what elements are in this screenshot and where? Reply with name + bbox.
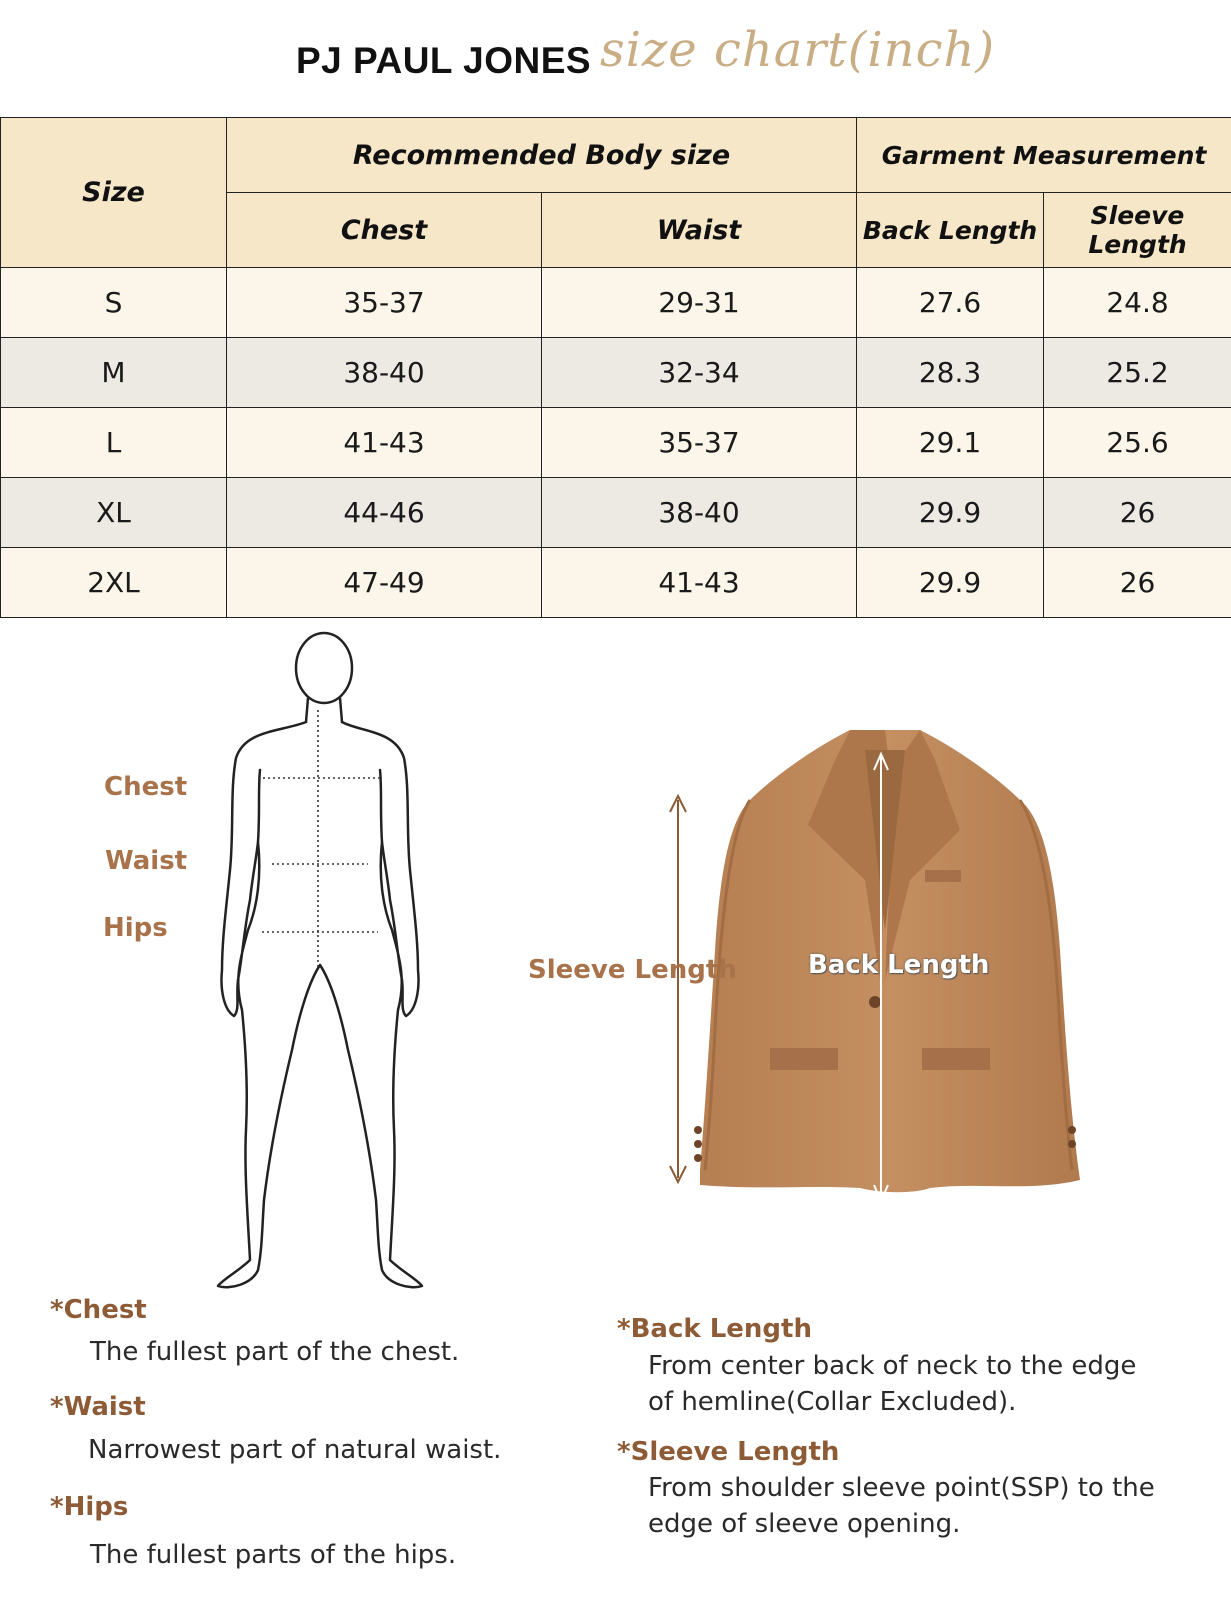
chest-definition-text: The fullest part of the chest. — [90, 1337, 460, 1367]
waist-cell: 29-31 — [542, 268, 857, 338]
waist-cell: 38-40 — [542, 478, 857, 548]
size-cell: M — [1, 338, 227, 408]
sleeve-length-cell: 24.8 — [1044, 268, 1231, 338]
back-length-cell: 27.6 — [857, 268, 1044, 338]
waist-cell: 32-34 — [542, 338, 857, 408]
back-length-cell: 29.9 — [857, 478, 1044, 548]
size-table — [0, 117, 1231, 618]
table-row — [1, 478, 1231, 548]
back-length-definition-line: From center back of neck to the edge — [648, 1351, 1137, 1381]
waist-definition-text: Narrowest part of natural waist. — [88, 1435, 502, 1465]
table-row — [1, 548, 1231, 618]
back-length-column-header: Back Length — [857, 193, 1044, 268]
chest-column-header: Chest — [227, 193, 542, 268]
sleeve-length-definition-line: From shoulder sleeve point(SSP) to the — [648, 1473, 1155, 1503]
waist-cell: 35-37 — [542, 408, 857, 478]
table-header-row — [1, 118, 1231, 193]
garment-group-header: Garment Measurement — [857, 118, 1231, 193]
back-length-cell: 28.3 — [857, 338, 1044, 408]
chest-cell: 44-46 — [227, 478, 542, 548]
size-column-header: Size — [1, 118, 227, 268]
body-figure-icon — [200, 630, 440, 1290]
hips-definition-title: *Hips — [50, 1492, 129, 1522]
table-row — [1, 408, 1231, 478]
jacket-sleeve-length-label: Sleeve Length — [528, 955, 737, 985]
sleeve-length-column-header: Sleeve Length — [1044, 193, 1231, 268]
size-cell: 2XL — [1, 548, 227, 618]
back-length-cell: 29.1 — [857, 408, 1044, 478]
body-size-group-header: Recommended Body size — [227, 118, 857, 193]
header — [0, 0, 1231, 115]
waist-definition-title: *Waist — [50, 1392, 146, 1422]
body-chest-label: Chest — [104, 772, 188, 802]
table-row — [1, 268, 1231, 338]
brand-name: PJ PAUL JONES — [296, 40, 592, 81]
size-cell: XL — [1, 478, 227, 548]
body-waist-label: Waist — [105, 846, 188, 876]
back-length-definition-text — [648, 1348, 1136, 1420]
table-row — [1, 338, 1231, 408]
chest-cell: 38-40 — [227, 338, 542, 408]
sleeve-length-cell: 26 — [1044, 548, 1231, 618]
chart-subtitle: size chart(inch) — [600, 22, 996, 78]
hips-definition-text: The fullest parts of the hips. — [90, 1540, 457, 1570]
chest-cell: 35-37 — [227, 268, 542, 338]
sleeve-length-definition-text — [648, 1470, 1155, 1542]
sleeve-length-cell: 26 — [1044, 478, 1231, 548]
waist-column-header: Waist — [542, 193, 857, 268]
chest-cell: 47-49 — [227, 548, 542, 618]
body-hips-label: Hips — [103, 913, 168, 943]
back-length-definition-title: *Back Length — [617, 1314, 812, 1344]
chest-definition-title: *Chest — [50, 1295, 147, 1325]
sleeve-length-definition-line: edge of sleeve opening. — [648, 1509, 961, 1539]
back-length-cell: 29.9 — [857, 548, 1044, 618]
sleeve-length-cell: 25.2 — [1044, 338, 1231, 408]
jacket-back-length-label: Back Length — [808, 950, 990, 980]
chest-cell: 41-43 — [227, 408, 542, 478]
sleeve-length-definition-title: *Sleeve Length — [617, 1437, 840, 1467]
back-length-definition-line: of hemline(Collar Excluded). — [648, 1387, 1017, 1417]
size-cell: L — [1, 408, 227, 478]
sleeve-length-cell: 25.6 — [1044, 408, 1231, 478]
size-cell: S — [1, 268, 227, 338]
waist-cell: 41-43 — [542, 548, 857, 618]
